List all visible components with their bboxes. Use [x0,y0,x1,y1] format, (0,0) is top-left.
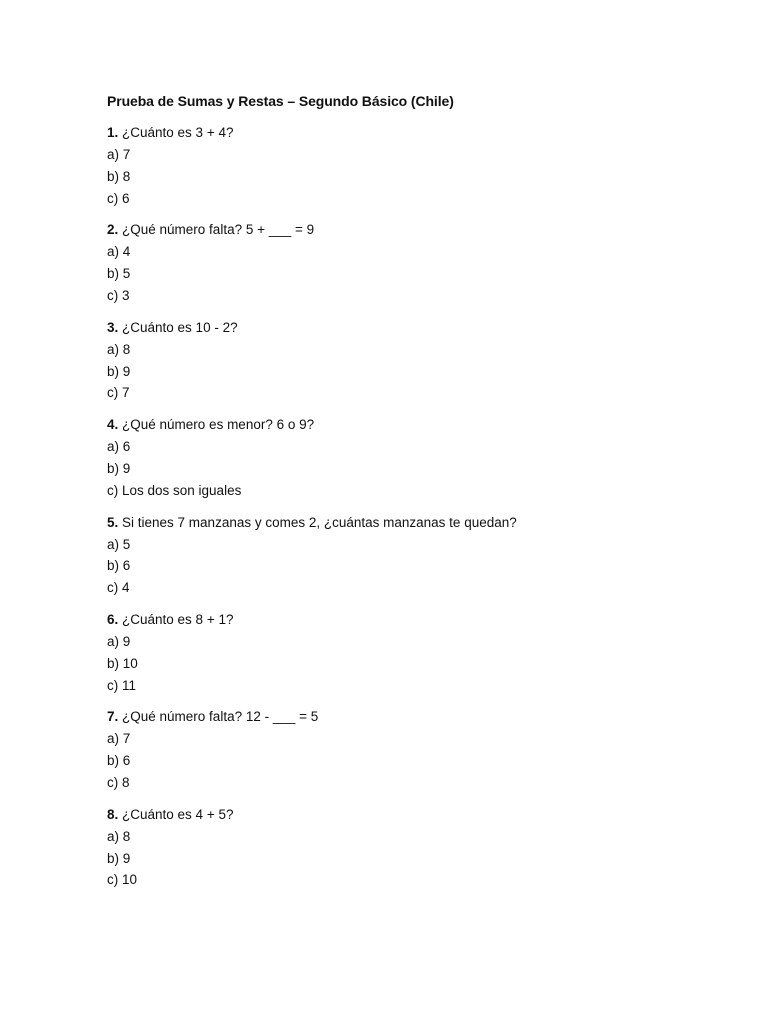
answer-option: c) 7 [107,385,130,401]
question-text [107,414,727,436]
question-number: 4. [107,417,119,433]
question-prompt: ¿Qué número falta? 12 - ___ = 5 [118,709,319,725]
answer-option: b) 9 [107,363,131,379]
question-text [107,609,727,631]
answer-option: a) 5 [107,536,131,552]
question-number: 1. [107,125,119,140]
question-8 [107,804,727,891]
question-text [107,219,727,241]
question-number: 3. [107,319,119,335]
answer-option: c) 3 [107,287,130,303]
answer-option: c) 8 [107,774,130,790]
answer-option: b) 9 [107,460,131,476]
answer-option: a) 7 [107,731,131,747]
question-text [107,804,727,826]
answer-option: c) 10 [107,872,138,888]
question-prompt: ¿Cuánto es 4 + 5? [118,806,234,822]
answer-option: c) 6 [107,190,130,206]
answer-option: b) 8 [107,168,131,184]
answer-option: b) 6 [107,558,131,574]
question-5 [107,512,727,599]
question-7 [107,706,727,793]
answer-option: b) 9 [107,850,131,866]
question-number: 2. [107,222,119,238]
question-prompt: ¿Cuánto es 10 - 2? [118,319,238,335]
question-number: 6. [107,611,119,627]
question-prompt: ¿Cuánto es 8 + 1? [118,611,234,627]
question-prompt: ¿Qué número es menor? 6 o 9? [118,417,315,433]
answer-option: b) 10 [107,655,138,671]
question-prompt: ¿Qué número falta? 5 + ___ = 9 [118,222,315,238]
answer-option: a) 8 [107,828,131,844]
answer-option: b) 5 [107,266,131,282]
question-prompt: ¿Cuánto es 3 + 4? [118,125,234,140]
question-text [107,706,727,728]
answer-option: c) Los dos son iguales [107,482,242,498]
question-2 [107,219,727,306]
question-text [107,122,727,144]
answer-option: a) 6 [107,439,131,455]
answer-option: a) 7 [107,147,131,162]
question-list [107,122,727,891]
question-number: 8. [107,806,119,822]
question-1 [107,122,727,209]
answer-option: a) 9 [107,633,131,649]
answer-option: b) 6 [107,753,131,769]
question-3 [107,317,727,404]
question-prompt: Si tienes 7 manzanas y comes 2, ¿cuántas manzanas te quedan? [118,514,517,530]
document-title: Prueba de Sumas y Restas – Segundo Básico (Chile) [107,93,454,109]
question-number: 5. [107,514,119,530]
question-number: 7. [107,709,119,725]
question-4 [107,414,727,501]
question-text [107,317,727,339]
document-page [107,90,727,901]
answer-option: c) 4 [107,580,130,596]
answer-option: a) 8 [107,341,131,357]
answer-option: a) 4 [107,244,131,260]
question-text [107,512,727,534]
answer-option: c) 11 [107,677,137,693]
question-6 [107,609,727,696]
